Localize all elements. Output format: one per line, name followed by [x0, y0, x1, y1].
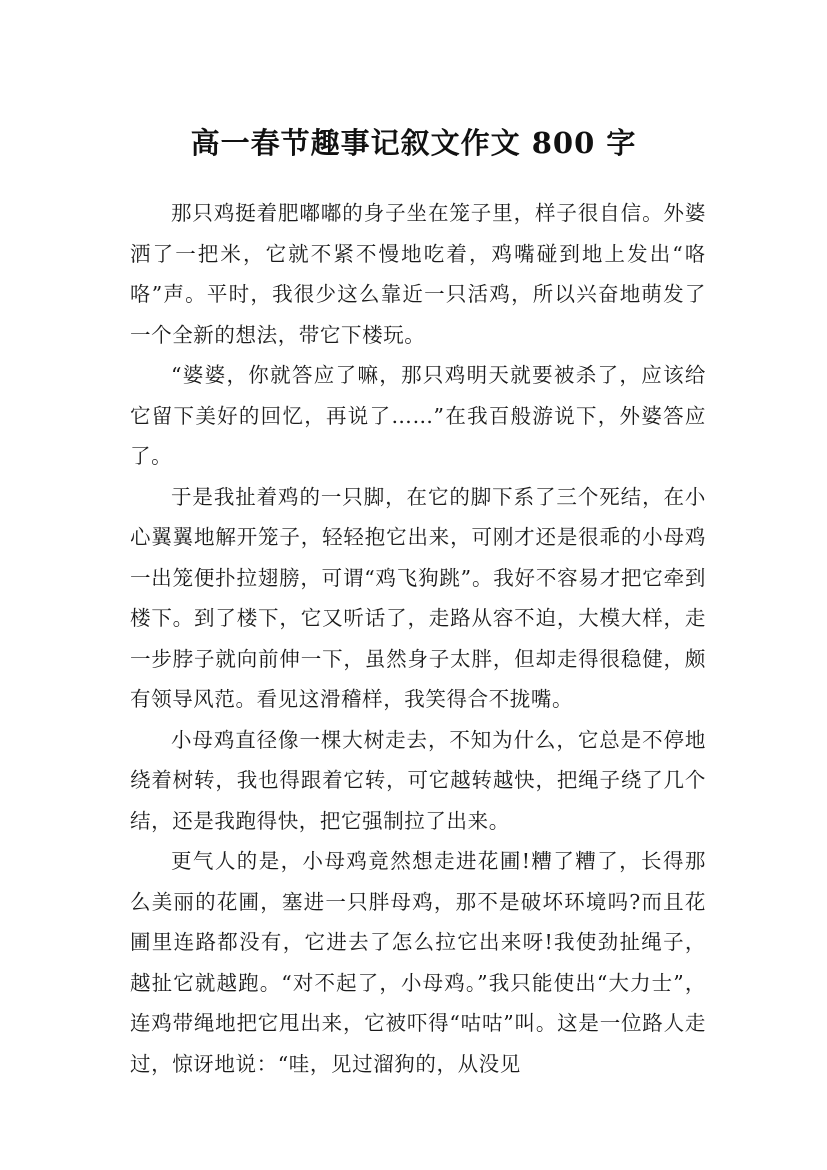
paragraph-4: 小母鸡直径像一棵大树走去，不知为什么，它总是不停地绕着树转，我也得跟着它转，可它越转越快，把绳子绕了几个结，还是我跑得快，把它强制拉了出来。 [130, 727, 706, 833]
paragraph-3: 于是我扯着鸡的一只脚，在它的脚下系了三个死结，在小心翼翼地解开笼子，轻轻抱它出来，可刚才还是很乖的小母鸡一出笼便扑拉翅膀，可谓“鸡飞狗跳”。我好不容易才把它牵到楼下。到了楼下，它又听话了，走路从容不迫，大模大样，走一步脖子就向前伸一下，虽然身子太胖，但却走得很稳健，颇有领导风范。看见这滑稽样，我笑得合不拢嘴。 [130, 484, 706, 711]
document-body [130, 193, 706, 1084]
paragraph-5: 更气人的是，小母鸡竟然想走进花圃!糟了糟了，长得那么美丽的花圃，塞进一只胖母鸡，那不是破坏环境吗?而且花圃里连路都没有，它进去了怎么拉它出来呀!我使劲扯绳子，越扯它就越跑。“对不起了，小母鸡。”我只能使出“大力士”，连鸡带绳地把它甩出来，它被吓得“咕咕”叫。这是一位路人走过，惊讶地说：“哇，见过溜狗的，从没见 [130, 849, 706, 1076]
paragraph-2: “婆婆，你就答应了嘛，那只鸡明天就要被杀了，应该给它留下美好的回忆，再说了……”在我百般游说下，外婆答应了。 [130, 363, 706, 468]
document-title: 高一春节趣事记叙文作文 800 字 [190, 126, 637, 161]
paragraph-1: 那只鸡挺着肥嘟嘟的身子坐在笼子里，样子很自信。外婆洒了一把米，它就不紧不慢地吃着，鸡嘴碰到地上发出“咯咯”声。平时，我很少这么靠近一只活鸡，所以兴奋地萌发了一个全新的想法，带它下楼玩。 [130, 201, 706, 347]
